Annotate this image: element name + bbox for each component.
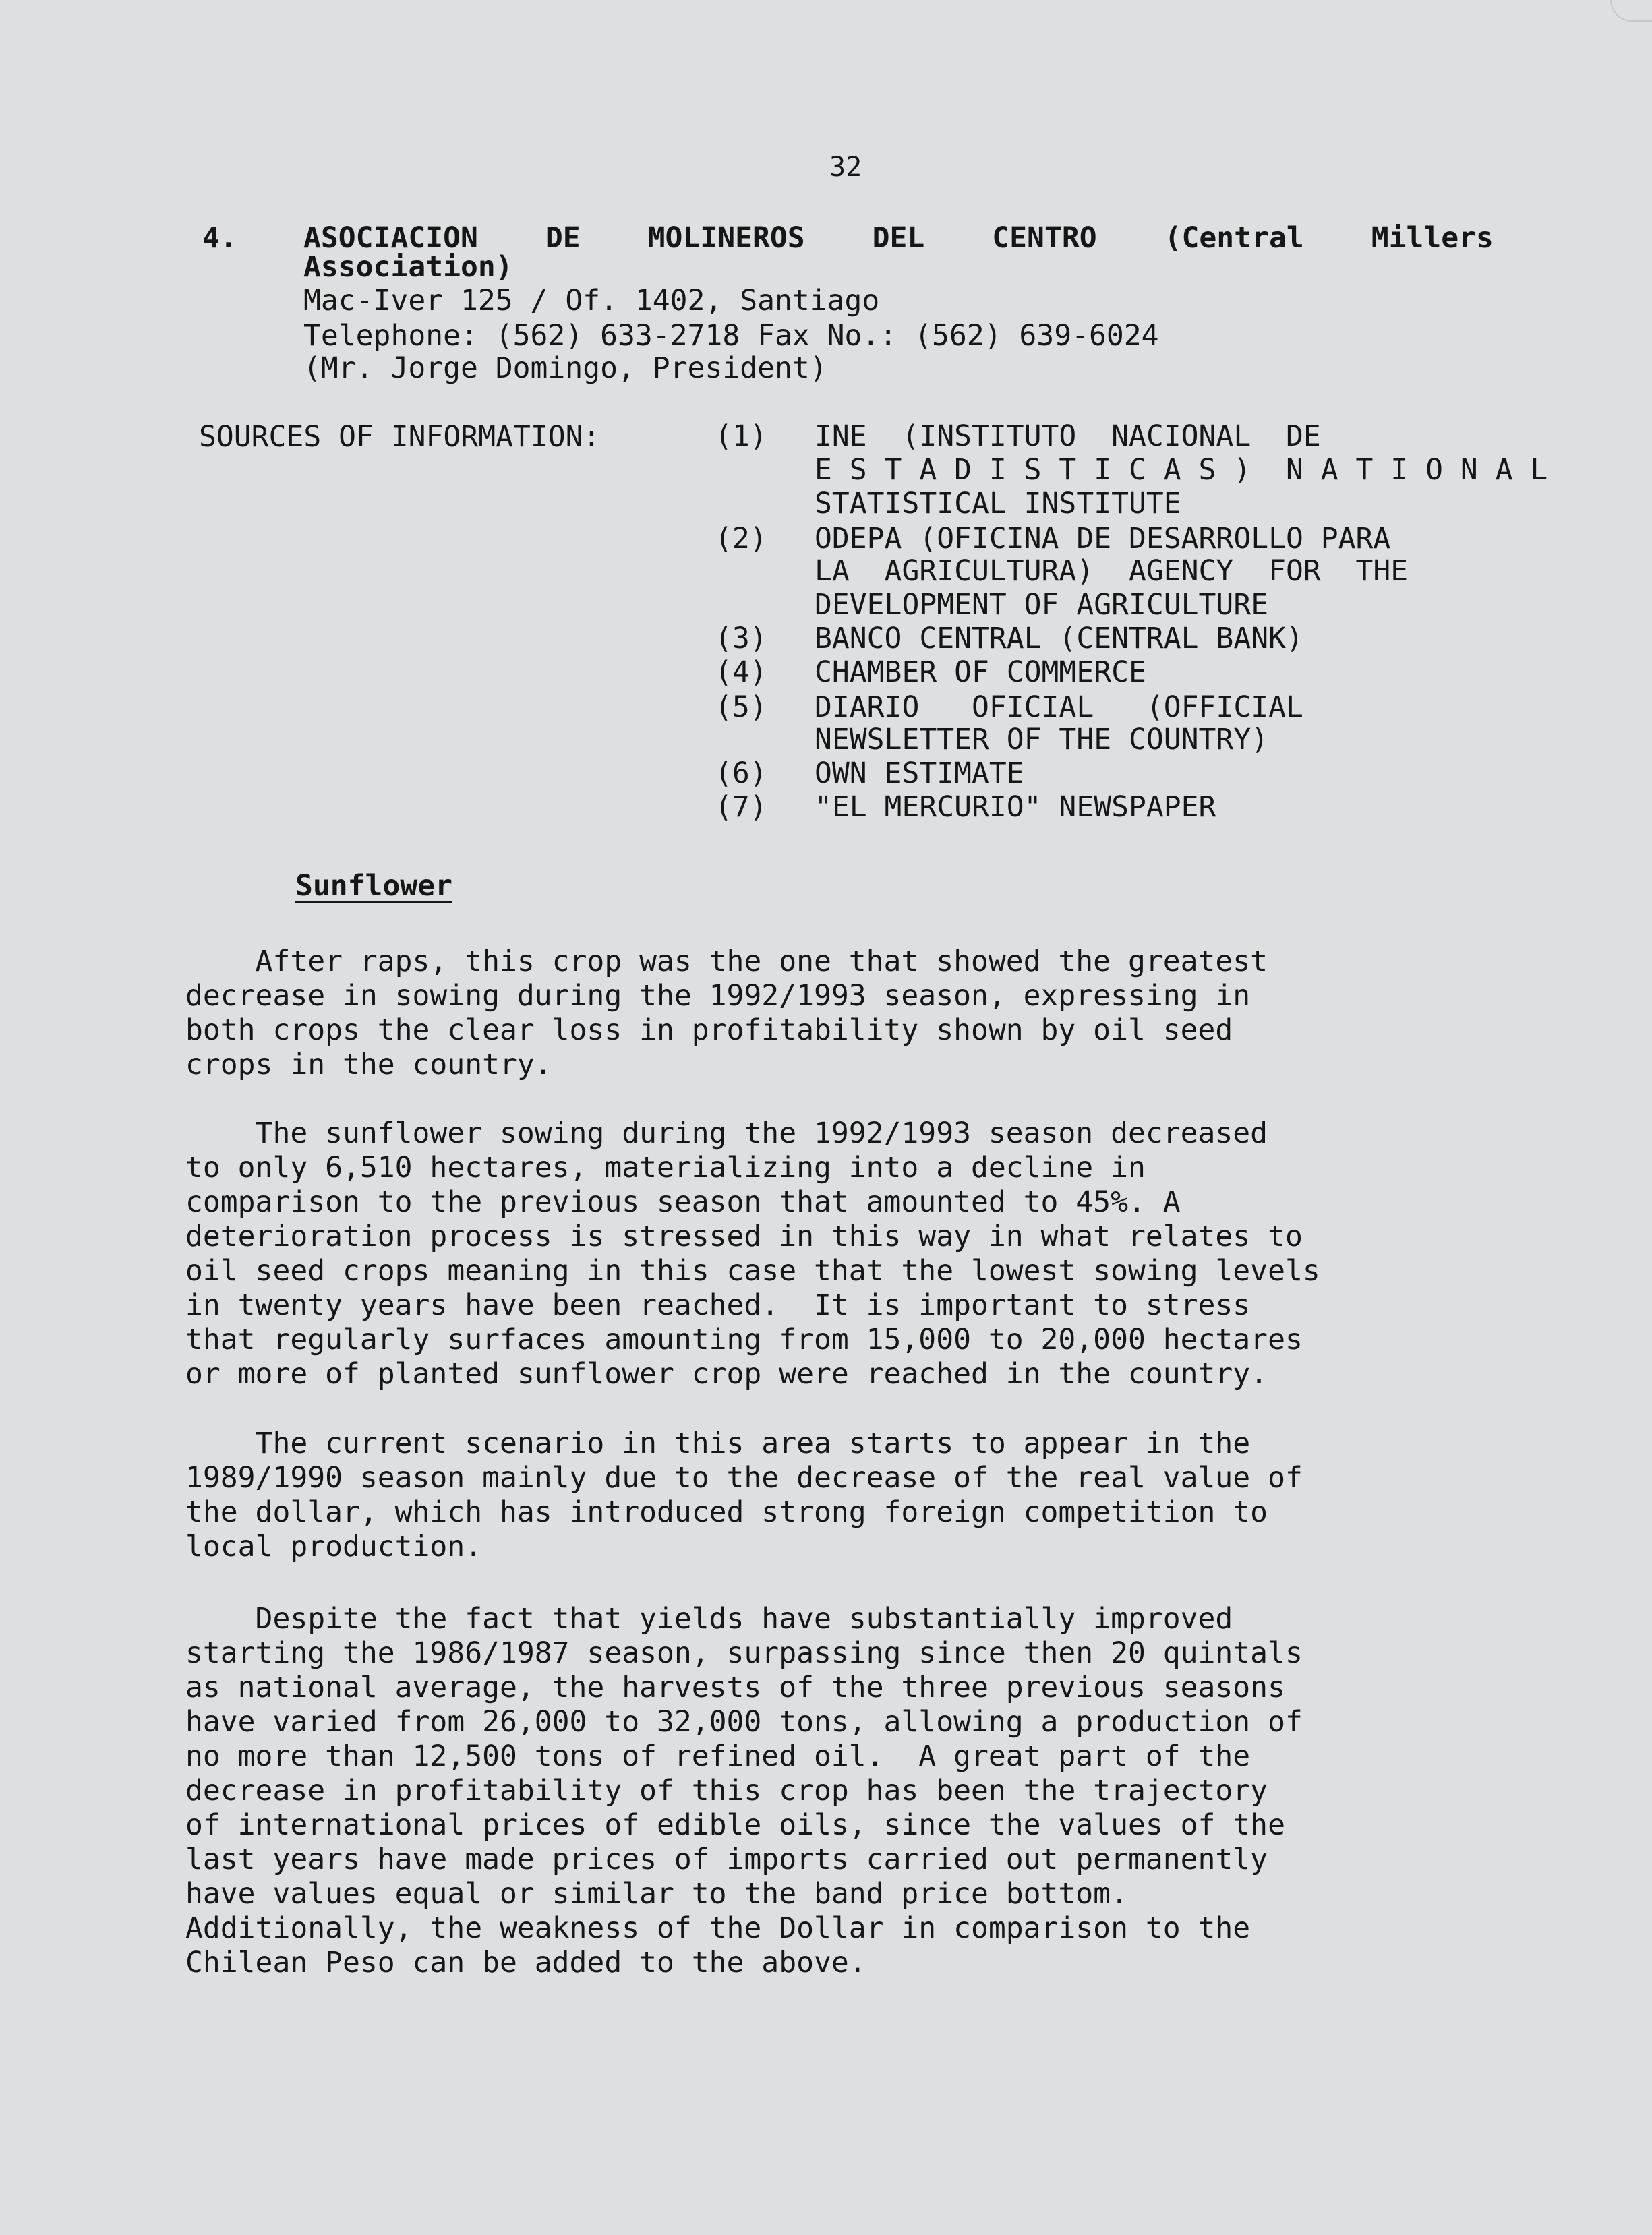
source-text-line: BANCO CENTRAL (CENTRAL BANK) bbox=[815, 622, 1303, 655]
paragraph-line: have varied from 26,000 to 32,000 tons, allowing a production of bbox=[185, 1705, 1303, 1739]
header-title-word: DEL bbox=[872, 221, 925, 255]
page-number: 32 bbox=[829, 152, 862, 183]
paragraph-line: as national average, the harvests of the three previous seasons bbox=[185, 1671, 1285, 1704]
header-title-word: DE bbox=[545, 221, 581, 255]
source-text-line: STATISTICAL INSTITUTE bbox=[815, 487, 1181, 520]
section-title: Sunflower bbox=[295, 869, 452, 903]
paragraph-line: to only 6,510 hectares, materializing into a decline in bbox=[185, 1151, 1146, 1185]
paragraph-line: The sunflower sowing during the 1992/1993 season decreased bbox=[185, 1116, 1268, 1150]
paragraph-line: 1989/1990 season mainly due to the decrease of the real value of bbox=[185, 1461, 1303, 1495]
source-text-line: "EL MERCURIO" NEWSPAPER bbox=[815, 790, 1216, 824]
paragraph-line: Despite the fact that yields have substantially improved bbox=[185, 1602, 1233, 1636]
paragraph-line: crops in the country. bbox=[185, 1048, 552, 1081]
paragraph-line: starting the 1986/1987 season, surpassing since then 20 quintals bbox=[185, 1636, 1303, 1670]
paragraph-line: oil seed crops meaning in this case that the lowest sowing levels bbox=[185, 1254, 1320, 1288]
header-telephone: Telephone: (562) 633-2718 Fax No.: (562) 639-6024 bbox=[303, 319, 1159, 353]
paragraph-line: last years have made prices of imports carried out permanently bbox=[185, 1843, 1268, 1876]
paragraph-line: comparison to the previous season that amounted to 45%. A bbox=[185, 1185, 1181, 1219]
source-number: (3) bbox=[715, 622, 767, 655]
header-title-word: ASOCIACION bbox=[303, 221, 478, 255]
source-text-line: DIARIO OFICIAL (OFFICIAL bbox=[815, 690, 1303, 724]
source-number: (2) bbox=[715, 522, 767, 556]
paragraph-line: local production. bbox=[185, 1530, 483, 1563]
paragraph-line: the dollar, which has introduced strong foreign competition to bbox=[185, 1495, 1268, 1529]
source-text-line: ODEPA (OFICINA DE DESARROLLO PARA bbox=[815, 522, 1391, 556]
source-number: (1) bbox=[715, 419, 767, 453]
source-text-line: E S T A D I S T I C A S ) N A T I O N A L bbox=[815, 453, 1548, 487]
header-title-word: MOLINEROS bbox=[647, 221, 805, 255]
source-number: (6) bbox=[715, 756, 767, 790]
paragraph-line: or more of planted sunflower crop were reached in the country. bbox=[185, 1357, 1268, 1391]
paragraph-line: decrease in sowing during the 1992/1993 season, expressing in bbox=[185, 979, 1251, 1013]
paragraph-line: of international prices of edible oils, since the values of the bbox=[185, 1808, 1285, 1842]
header-contact: (Mr. Jorge Domingo, President) bbox=[303, 351, 827, 385]
paragraph-line: have values equal or similar to the band price bottom. bbox=[185, 1877, 1128, 1911]
source-text-line: LA AGRICULTURA) AGENCY FOR THE bbox=[815, 554, 1409, 588]
header-address: Mac-Iver 125 / Of. 1402, Santiago bbox=[303, 284, 880, 318]
paragraph-line: in twenty years have been reached. It is important to stress bbox=[185, 1288, 1251, 1322]
header-title-word: (Central bbox=[1164, 221, 1304, 255]
source-text-line: INE (INSTITUTO NACIONAL DE bbox=[815, 419, 1321, 453]
paragraph-line: The current scenario in this area starts to appear in the bbox=[185, 1427, 1251, 1460]
header-number: 4. bbox=[202, 221, 237, 255]
source-number: (7) bbox=[715, 790, 767, 824]
source-text-line: CHAMBER OF COMMERCE bbox=[815, 655, 1146, 689]
paragraph-line: Chilean Peso can be added to the above. bbox=[185, 1946, 866, 1979]
header-title-line2: Association) bbox=[303, 250, 513, 284]
source-text-line: OWN ESTIMATE bbox=[815, 756, 1024, 790]
paragraph-line: Additionally, the weakness of the Dollar in comparison to the bbox=[185, 1911, 1251, 1945]
paragraph-line: that regularly surfaces amounting from 15,000 to 20,000 hectares bbox=[185, 1323, 1303, 1357]
paragraph-line: no more than 12,500 tons of refined oil. A great part of the bbox=[185, 1739, 1251, 1773]
source-number: (5) bbox=[715, 690, 767, 724]
source-text-line: NEWSLETTER OF THE COUNTRY) bbox=[815, 723, 1269, 756]
paragraph-line: both crops the clear loss in profitability shown by oil seed bbox=[185, 1013, 1233, 1047]
source-number: (4) bbox=[715, 655, 767, 689]
paragraph-line: deterioration process is stressed in this way in what relates to bbox=[185, 1220, 1303, 1253]
page-corner-fold bbox=[1610, 0, 1652, 22]
paragraph-line: decrease in profitability of this crop has been the trajectory bbox=[185, 1774, 1268, 1808]
sources-label: SOURCES OF INFORMATION: bbox=[199, 420, 601, 454]
source-text-line: DEVELOPMENT OF AGRICULTURE bbox=[815, 588, 1269, 622]
header-title-word: Millers bbox=[1371, 221, 1494, 255]
header-title-word: CENTRO bbox=[992, 221, 1097, 255]
paragraph-line: After raps, this crop was the one that showed the greatest bbox=[185, 945, 1268, 978]
